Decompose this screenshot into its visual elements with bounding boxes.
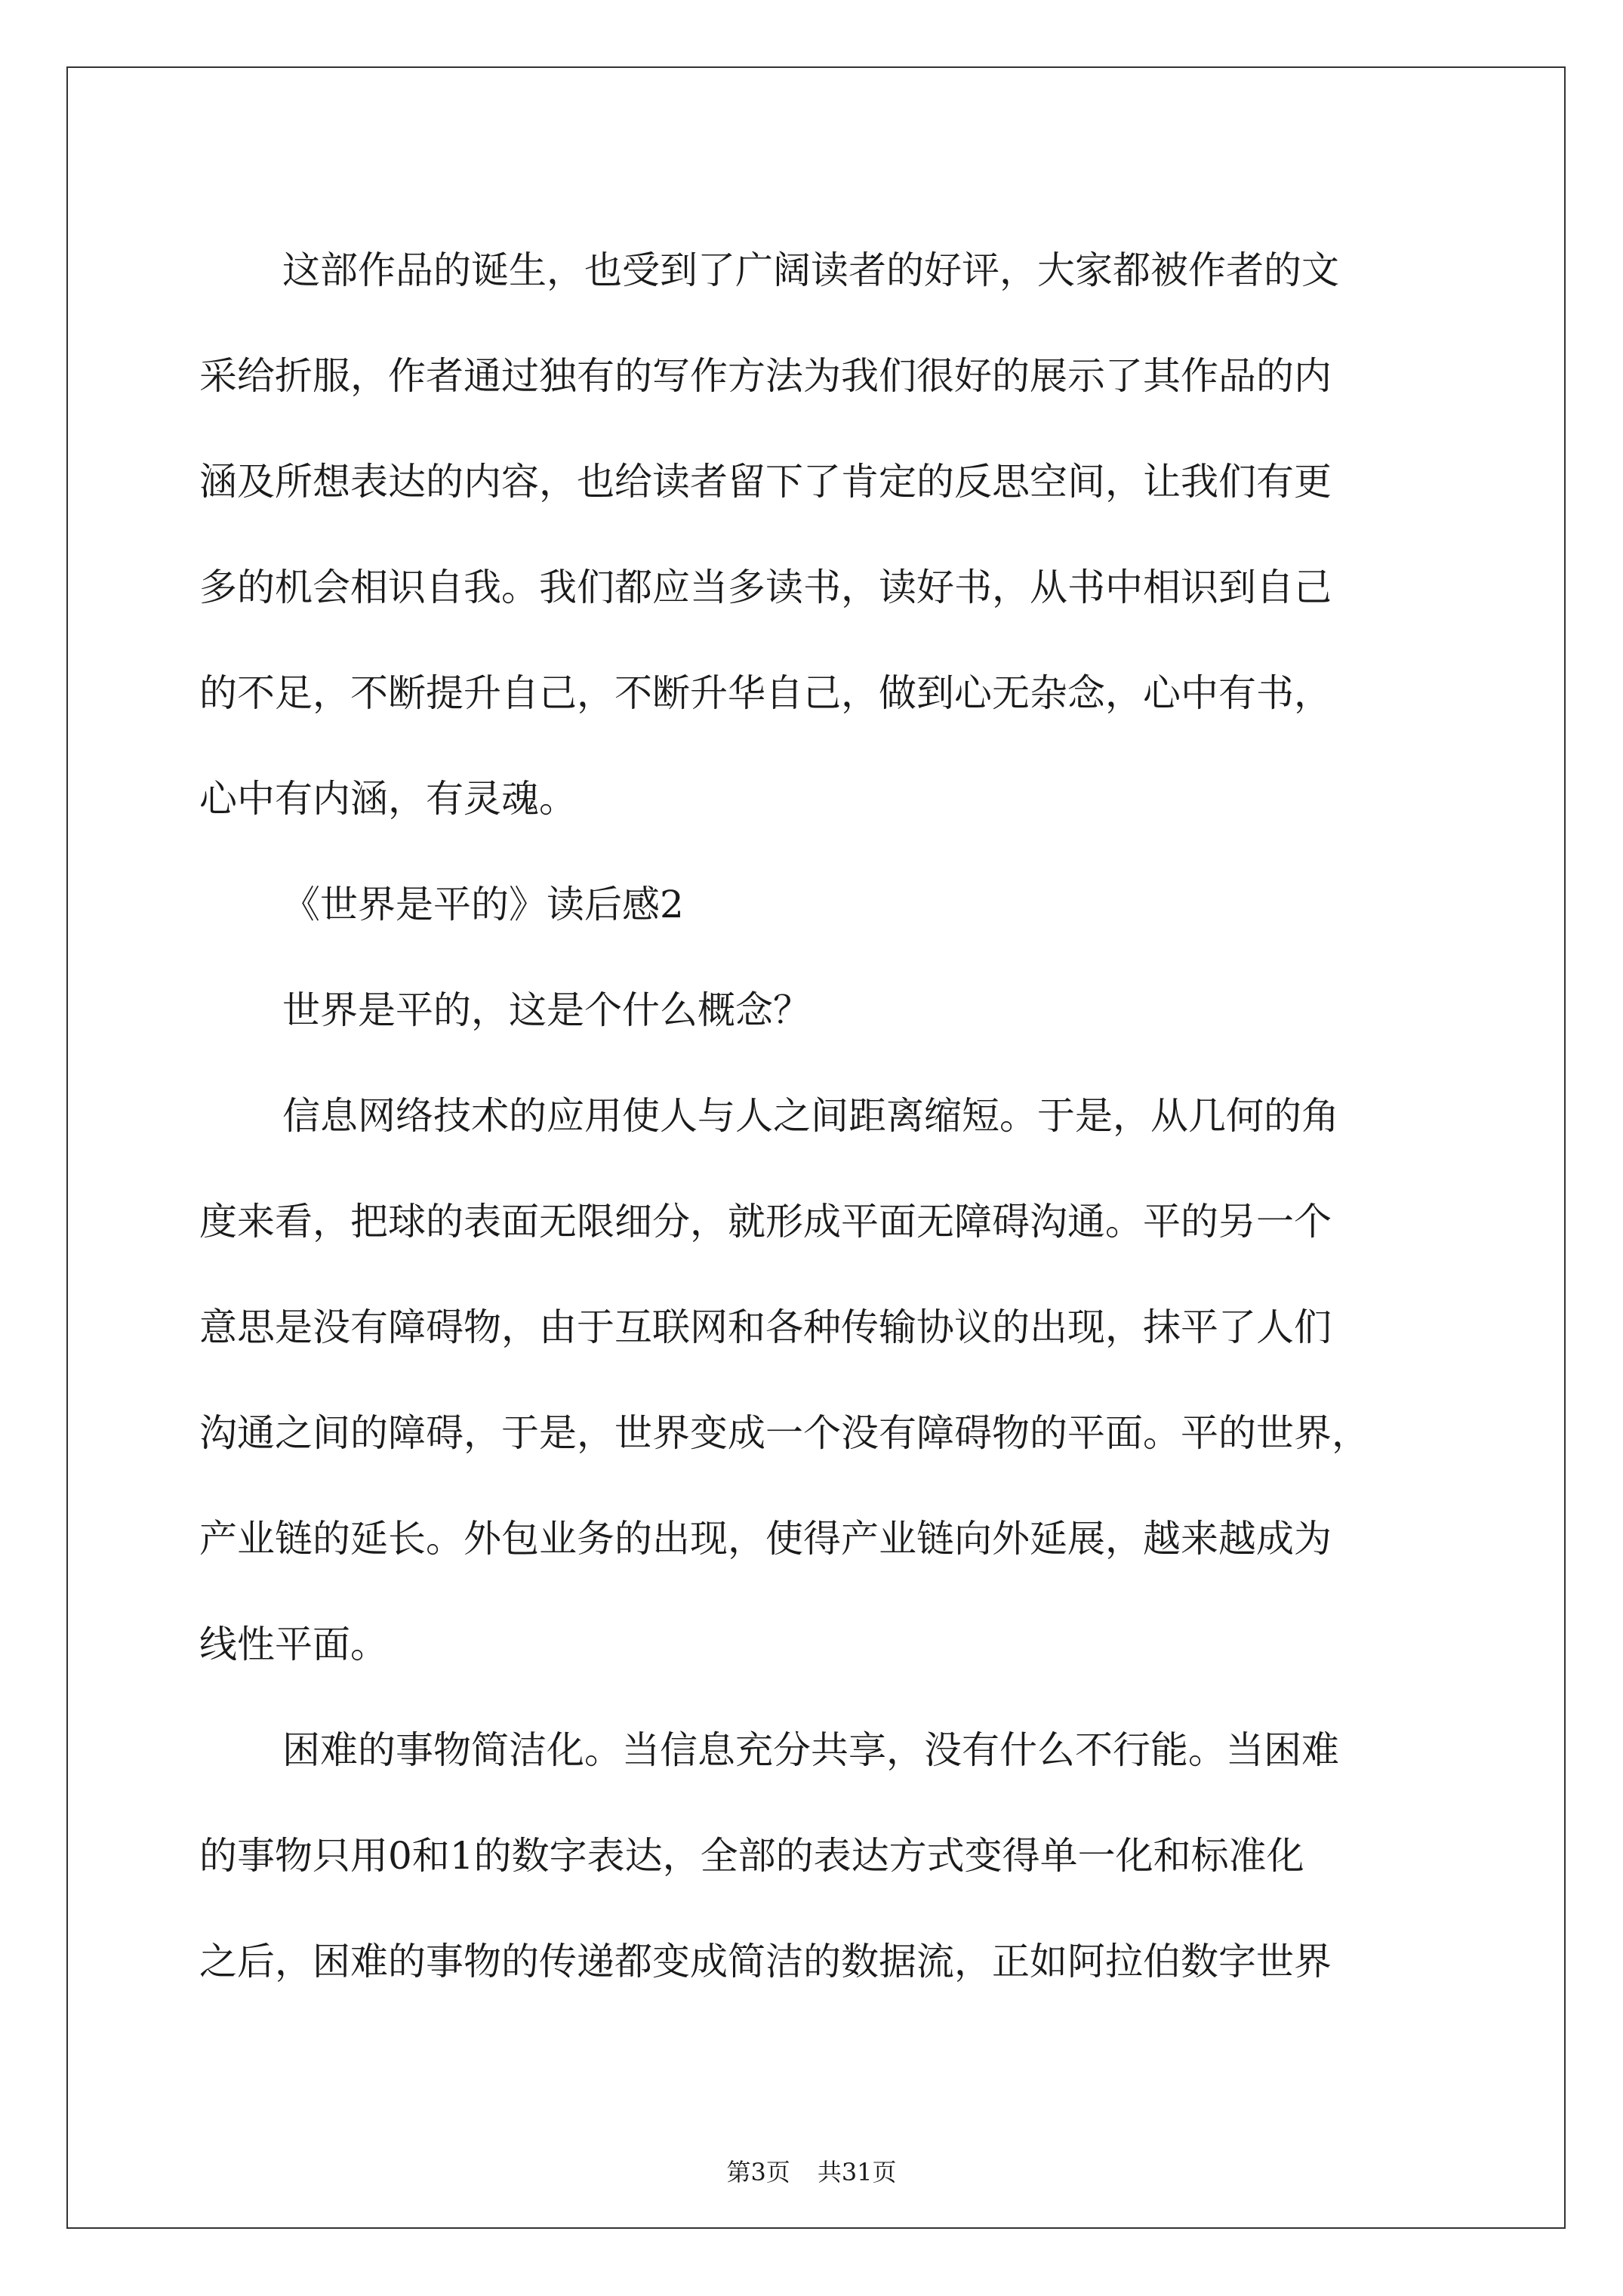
paragraph-line: 多的机会相识自我。我们都应当多读书，读好书，从书中相识到自己 <box>199 566 1332 609</box>
paragraph-line: 的事物只用0和1的数字表达，全部的表达方式变得单一化和标准化 <box>199 1834 1304 1878</box>
paragraph-line: 涵及所想表达的内容，也给读者留下了肯定的反思空间，让我们有更 <box>199 460 1332 504</box>
paragraph-line: 信息网络技术的应用使人与人之间距离缩短。于是，从几何的角 <box>282 1094 1339 1138</box>
paragraph-line: 意思是没有障碍物，由于互联网和各种传输协议的出现，抹平了人们 <box>199 1305 1332 1349</box>
document-body <box>199 217 1452 2014</box>
paragraph-line: 这部作品的诞生，也受到了广阔读者的好评，大家都被作者的文 <box>282 248 1339 292</box>
paragraph-line: 之后，困难的事物的传递都变成简洁的数据流，正如阿拉伯数字世界 <box>199 1940 1332 1983</box>
paragraph-line: 产业链的延长。外包业务的出现，使得产业链向外延展，越来越成为 <box>199 1517 1332 1561</box>
paragraph-line: 度来看，把球的表面无限细分，就形成平面无障碍沟通。平的另一个 <box>199 1200 1332 1244</box>
paragraph-line: 采给折服，作者通过独有的写作方法为我们很好的展示了其作品的内 <box>199 354 1332 398</box>
paragraph-line: 线性平面。 <box>199 1623 388 1666</box>
paragraph-line: 沟通之间的障碍，于是，世界变成一个没有障碍物的平面。平的世界， <box>199 1411 1369 1455</box>
section-heading: 《世界是平的》读后感2 <box>282 883 684 926</box>
paragraph-line: 心中有内涵，有灵魂。 <box>199 777 577 821</box>
page-number: 第3页 <box>726 2158 790 2187</box>
page-total: 共31页 <box>817 2158 897 2187</box>
paragraph-line: 世界是平的，这是个什么概念？ <box>282 988 811 1032</box>
paragraph-line: 的不足，不断提升自己，不断升华自己，做到心无杂念，心中有书， <box>199 671 1332 715</box>
page-footer <box>0 2153 1623 2188</box>
paragraph-line: 困难的事物简洁化。当信息充分共享，没有什么不行能。当困难 <box>282 1728 1339 1772</box>
